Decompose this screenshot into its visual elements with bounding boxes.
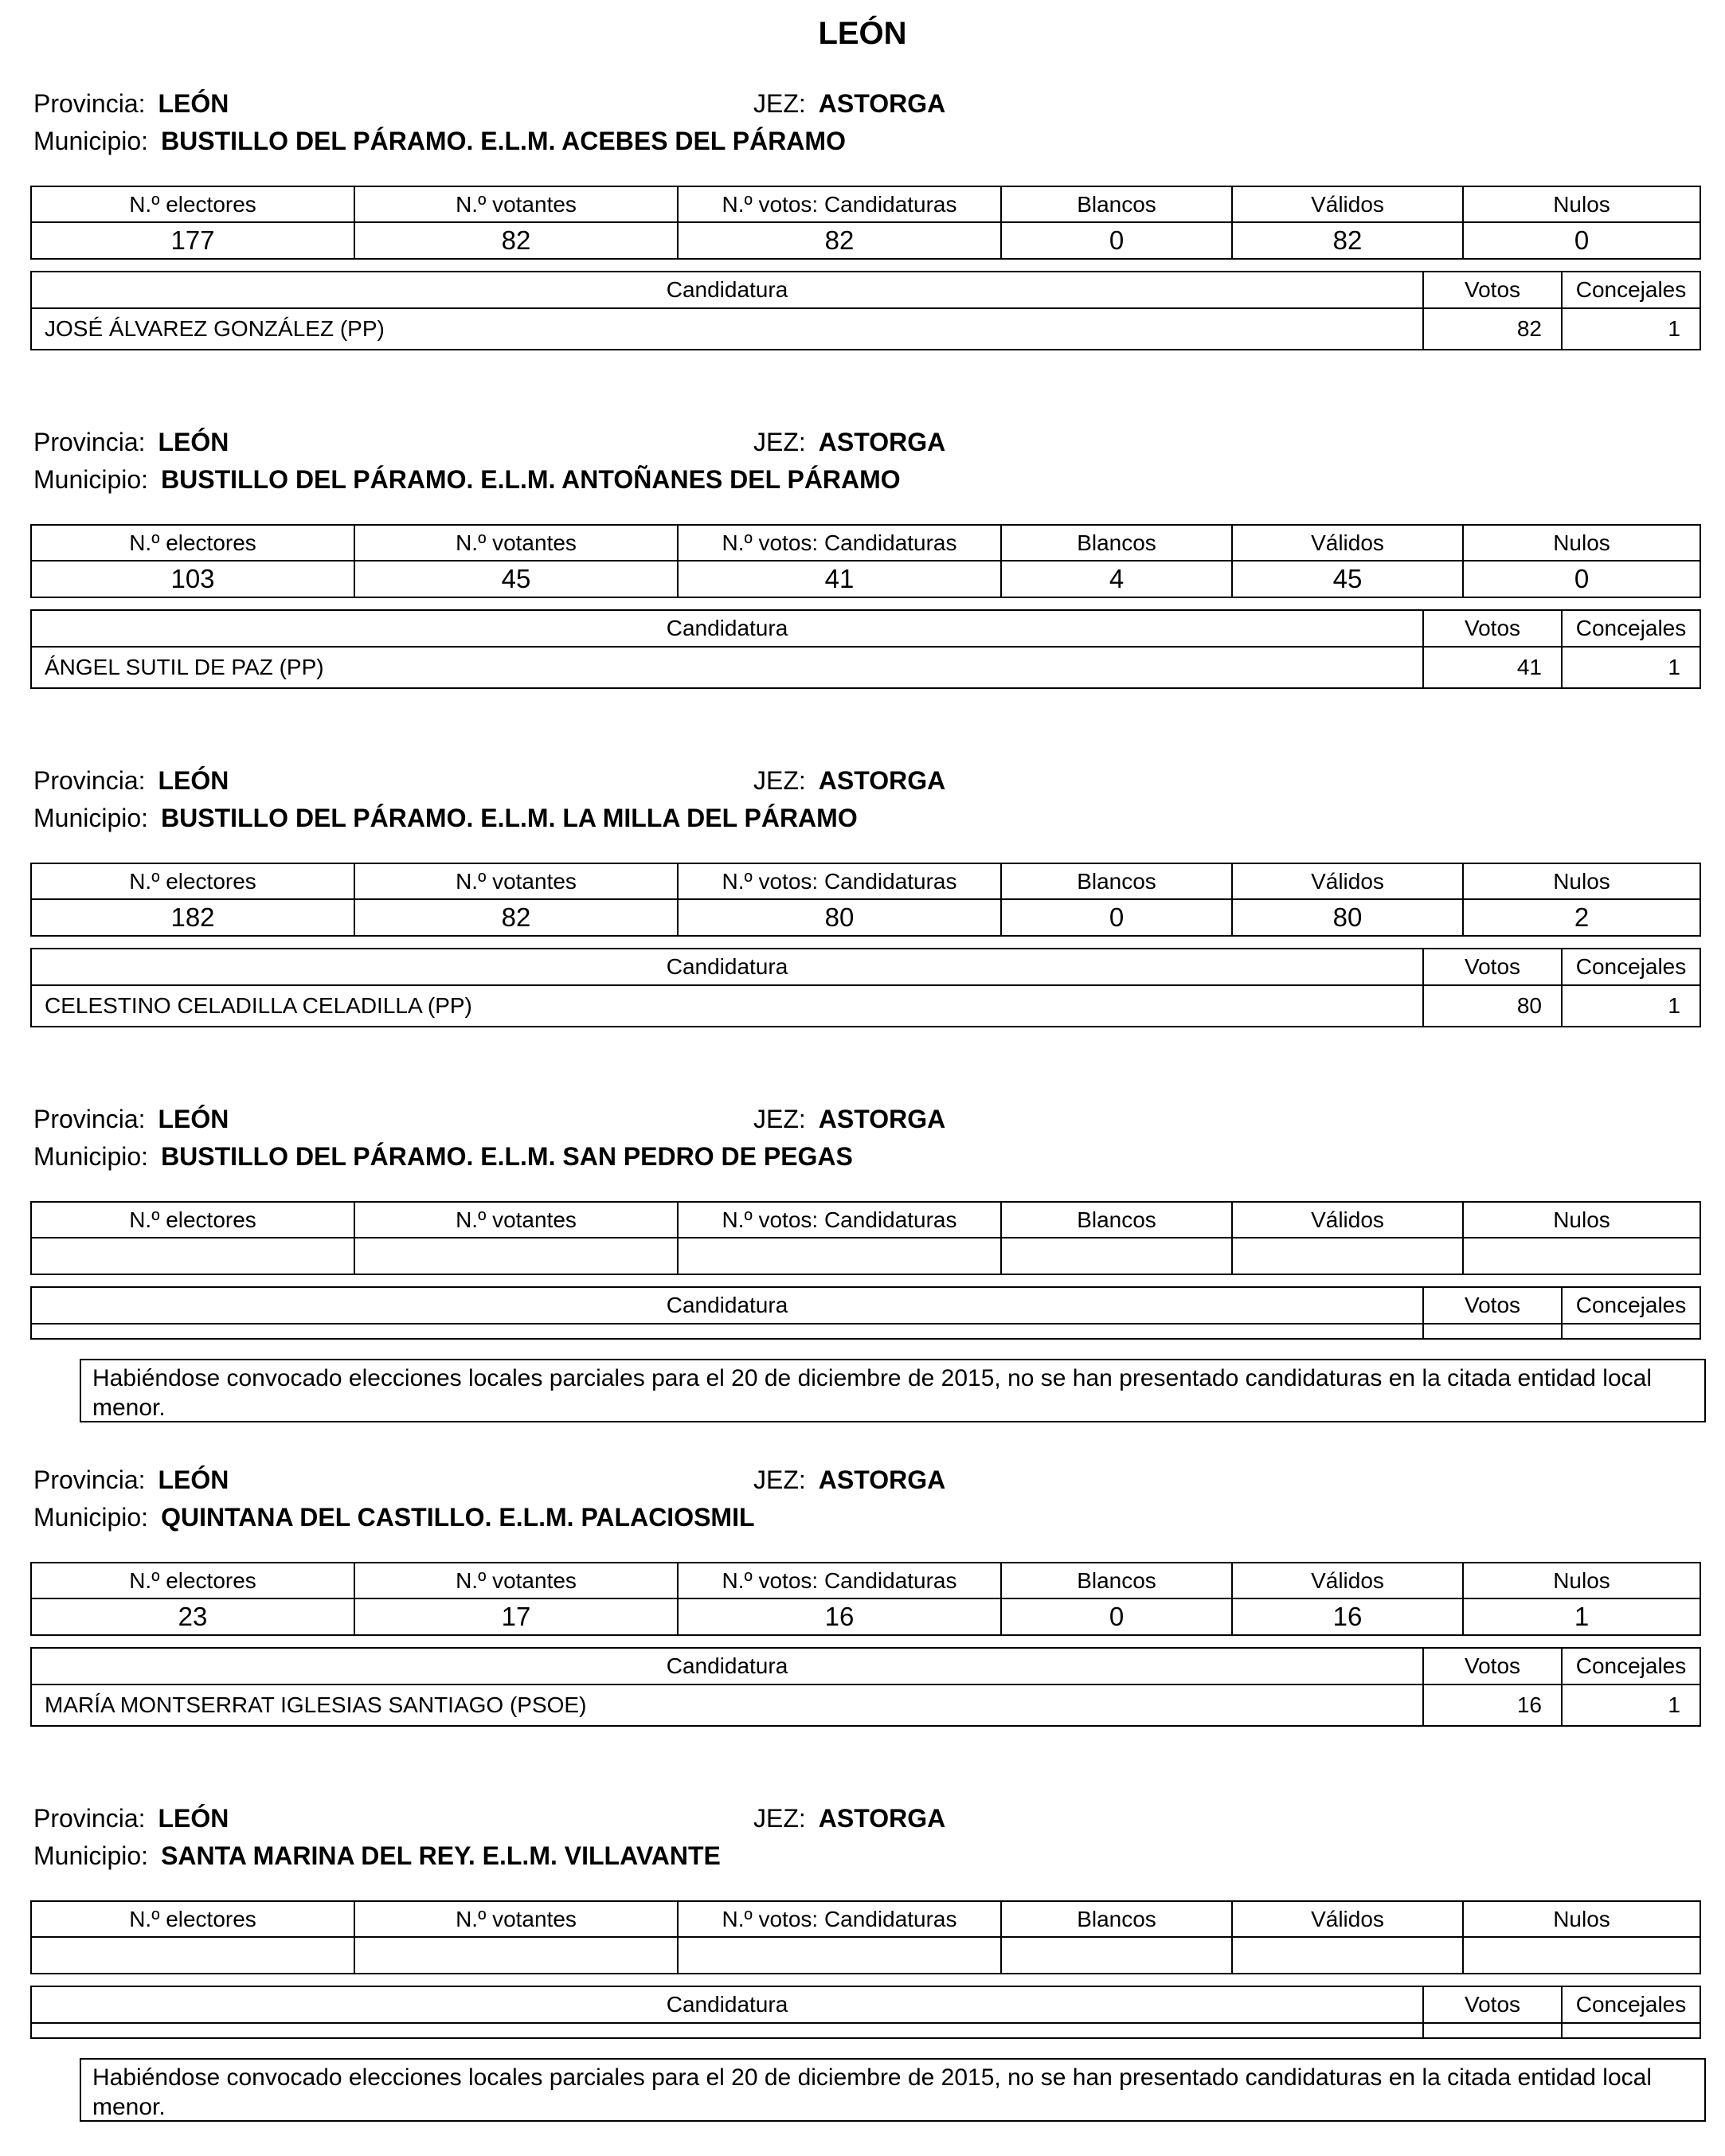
municipio-value: QUINTANA DEL CASTILLO. E.L.M. PALACIOSMIL bbox=[161, 1503, 755, 1532]
jez-label: JEZ: bbox=[753, 1804, 806, 1833]
stats-value-blancos: 0 bbox=[1001, 899, 1232, 936]
candidates-table bbox=[30, 1647, 1701, 1727]
stats-header-blancos: Blancos bbox=[1001, 186, 1232, 222]
stats-table bbox=[30, 1562, 1701, 1636]
candidate-row bbox=[31, 985, 1700, 1027]
jez-value: ASTORGA bbox=[818, 766, 946, 795]
stats-value-votantes bbox=[354, 1937, 678, 1974]
empty-cell bbox=[31, 1324, 1423, 1339]
stats-header-votos-candidaturas: N.º votos: Candidaturas bbox=[678, 525, 1001, 561]
stats-header-votos-candidaturas: N.º votos: Candidaturas bbox=[678, 1563, 1001, 1598]
candidatura-header: Candidatura bbox=[31, 610, 1423, 647]
provincia-label: Provincia: bbox=[33, 428, 146, 456]
jez-value: ASTORGA bbox=[818, 1804, 946, 1833]
jez-value: ASTORGA bbox=[818, 428, 946, 456]
stats-value-blancos: 0 bbox=[1001, 222, 1232, 259]
stats-header-votantes: N.º votantes bbox=[354, 186, 678, 222]
candidate-votos: 16 bbox=[1423, 1684, 1562, 1726]
candidate-name: MARÍA MONTSERRAT IGLESIAS SANTIAGO (PSOE) bbox=[31, 1684, 1423, 1726]
stats-value-votos-candidaturas bbox=[678, 1937, 1001, 1974]
stats-header-validos: Válidos bbox=[1232, 525, 1463, 561]
provincia-line bbox=[33, 1103, 229, 1135]
stats-table bbox=[30, 863, 1701, 937]
municipio-value: BUSTILLO DEL PÁRAMO. E.L.M. SAN PEDRO DE PEGAS bbox=[161, 1142, 853, 1171]
stats-header-electores: N.º electores bbox=[31, 1202, 354, 1238]
stats-header-nulos: Nulos bbox=[1463, 186, 1700, 222]
municipio-label: Municipio: bbox=[33, 127, 149, 155]
candidates-table bbox=[30, 609, 1701, 689]
stats-value-blancos: 0 bbox=[1001, 1598, 1232, 1635]
stats-table bbox=[30, 186, 1701, 260]
stats-value-nulos: 2 bbox=[1463, 899, 1700, 936]
municipio-value: BUSTILLO DEL PÁRAMO. E.L.M. ACEBES DEL PÁRAMO bbox=[161, 127, 846, 155]
candidates-header-row bbox=[31, 610, 1700, 647]
municipio-value: BUSTILLO DEL PÁRAMO. E.L.M. LA MILLA DEL PÁRAMO bbox=[161, 804, 858, 832]
empty-cell bbox=[1423, 2023, 1562, 2038]
jez-label: JEZ: bbox=[753, 428, 806, 456]
provincia-label: Provincia: bbox=[33, 766, 146, 795]
stats-header-row bbox=[31, 1202, 1700, 1238]
stats-value-votantes: 17 bbox=[354, 1598, 678, 1635]
stats-header-votantes: N.º votantes bbox=[354, 525, 678, 561]
stats-header-votantes: N.º votantes bbox=[354, 863, 678, 899]
provincia-value: LEÓN bbox=[158, 1804, 229, 1833]
votos-header: Votos bbox=[1423, 1648, 1562, 1684]
stats-header-validos: Válidos bbox=[1232, 1563, 1463, 1598]
stats-header-electores: N.º electores bbox=[31, 186, 354, 222]
no-candidates-note: Habiéndose convocado elecciones locales parciales para el 20 de diciembre de 2015, no se han presentado candidaturas en la citada entidad local menor. bbox=[80, 1359, 1706, 1422]
stats-value-electores bbox=[31, 1238, 354, 1274]
candidates-table bbox=[30, 1986, 1701, 2039]
stats-header-nulos: Nulos bbox=[1463, 863, 1700, 899]
jez-label: JEZ: bbox=[753, 89, 806, 118]
jez-label: JEZ: bbox=[753, 1465, 806, 1494]
provincia-label: Provincia: bbox=[33, 1105, 146, 1133]
candidate-concejales: 1 bbox=[1562, 985, 1700, 1027]
provincia-value: LEÓN bbox=[158, 766, 229, 795]
votos-header: Votos bbox=[1423, 1986, 1562, 2023]
concejales-header: Concejales bbox=[1562, 1648, 1700, 1684]
votos-header: Votos bbox=[1423, 610, 1562, 647]
stats-header-nulos: Nulos bbox=[1463, 1202, 1700, 1238]
stats-header-blancos: Blancos bbox=[1001, 1901, 1232, 1937]
provincia-line bbox=[33, 426, 229, 458]
empty-cell bbox=[31, 2023, 1423, 2038]
concejales-header: Concejales bbox=[1562, 272, 1700, 308]
candidate-name: CELESTINO CELADILLA CELADILLA (PP) bbox=[31, 985, 1423, 1027]
provincia-line bbox=[33, 765, 229, 796]
stats-header-validos: Válidos bbox=[1232, 186, 1463, 222]
stats-value-electores: 23 bbox=[31, 1598, 354, 1635]
stats-header-validos: Válidos bbox=[1232, 1202, 1463, 1238]
concejales-header: Concejales bbox=[1562, 610, 1700, 647]
candidate-votos: 82 bbox=[1423, 308, 1562, 350]
stats-header-row bbox=[31, 525, 1700, 561]
stats-value-row bbox=[31, 1238, 1700, 1274]
stats-value-row bbox=[31, 561, 1700, 597]
stats-header-electores: N.º electores bbox=[31, 525, 354, 561]
jez-line bbox=[753, 88, 945, 119]
jez-line bbox=[753, 1103, 945, 1135]
stats-value-row bbox=[31, 1937, 1700, 1974]
stats-value-votos-candidaturas: 82 bbox=[678, 222, 1001, 259]
stats-table bbox=[30, 1201, 1701, 1275]
stats-value-blancos bbox=[1001, 1937, 1232, 1974]
candidatura-header: Candidatura bbox=[31, 1287, 1423, 1324]
municipio-line bbox=[33, 464, 901, 495]
stats-header-nulos: Nulos bbox=[1463, 1901, 1700, 1937]
stats-value-votos-candidaturas: 16 bbox=[678, 1598, 1001, 1635]
concejales-header: Concejales bbox=[1562, 1287, 1700, 1324]
candidates-table bbox=[30, 948, 1701, 1027]
municipio-line bbox=[33, 1840, 721, 1872]
provincia-line bbox=[33, 88, 229, 119]
stats-header-row bbox=[31, 186, 1700, 222]
stats-value-votantes: 82 bbox=[354, 899, 678, 936]
stats-header-row bbox=[31, 1563, 1700, 1598]
candidatura-header: Candidatura bbox=[31, 949, 1423, 985]
jez-value: ASTORGA bbox=[818, 89, 946, 118]
municipio-line bbox=[33, 802, 858, 834]
provincia-line bbox=[33, 1464, 229, 1496]
stats-header-nulos: Nulos bbox=[1463, 1563, 1700, 1598]
stats-header-row bbox=[31, 1901, 1700, 1937]
stats-header-electores: N.º electores bbox=[31, 1563, 354, 1598]
candidate-concejales: 1 bbox=[1562, 308, 1700, 350]
provincia-value: LEÓN bbox=[158, 1465, 229, 1494]
stats-value-nulos: 1 bbox=[1463, 1598, 1700, 1635]
jez-line bbox=[753, 426, 945, 458]
stats-header-blancos: Blancos bbox=[1001, 1202, 1232, 1238]
stats-header-votos-candidaturas: N.º votos: Candidaturas bbox=[678, 1202, 1001, 1238]
votos-header: Votos bbox=[1423, 949, 1562, 985]
municipio-line bbox=[33, 1501, 755, 1533]
provincia-label: Provincia: bbox=[33, 1804, 146, 1833]
stats-value-row bbox=[31, 1598, 1700, 1635]
no-candidates-note: Habiéndose convocado elecciones locales parciales para el 20 de diciembre de 2015, no se han presentado candidaturas en la citada entidad local menor. bbox=[80, 2058, 1706, 2122]
stats-header-blancos: Blancos bbox=[1001, 525, 1232, 561]
candidates-header-row bbox=[31, 949, 1700, 985]
candidates-table bbox=[30, 271, 1701, 350]
municipio-value: BUSTILLO DEL PÁRAMO. E.L.M. ANTOÑANES DEL PÁRAMO bbox=[161, 465, 901, 494]
candidate-concejales: 1 bbox=[1562, 1684, 1700, 1726]
stats-header-validos: Válidos bbox=[1232, 863, 1463, 899]
stats-value-votos-candidaturas: 80 bbox=[678, 899, 1001, 936]
stats-value-validos bbox=[1232, 1238, 1463, 1274]
empty-cell bbox=[1423, 1324, 1562, 1339]
votos-header: Votos bbox=[1423, 272, 1562, 308]
municipio-label: Municipio: bbox=[33, 1841, 149, 1870]
empty-cell bbox=[1562, 1324, 1700, 1339]
stats-table bbox=[30, 524, 1701, 598]
stats-value-electores: 103 bbox=[31, 561, 354, 597]
candidate-votos: 80 bbox=[1423, 985, 1562, 1027]
stats-value-validos: 45 bbox=[1232, 561, 1463, 597]
stats-value-electores bbox=[31, 1937, 354, 1974]
municipio-line bbox=[33, 125, 846, 157]
jez-value: ASTORGA bbox=[818, 1465, 946, 1494]
candidate-concejales: 1 bbox=[1562, 647, 1700, 688]
stats-header-validos: Válidos bbox=[1232, 1901, 1463, 1937]
stats-header-blancos: Blancos bbox=[1001, 1563, 1232, 1598]
municipio-label: Municipio: bbox=[33, 1503, 149, 1532]
stats-value-validos: 16 bbox=[1232, 1598, 1463, 1635]
concejales-header: Concejales bbox=[1562, 949, 1700, 985]
concejales-header: Concejales bbox=[1562, 1986, 1700, 2023]
candidates-header-row bbox=[31, 1648, 1700, 1684]
stats-value-validos: 80 bbox=[1232, 899, 1463, 936]
stats-value-row bbox=[31, 222, 1700, 259]
candidate-row-empty bbox=[31, 1324, 1700, 1339]
stats-header-electores: N.º electores bbox=[31, 1901, 354, 1937]
candidate-row-empty bbox=[31, 2023, 1700, 2038]
candidatura-header: Candidatura bbox=[31, 272, 1423, 308]
stats-value-nulos bbox=[1463, 1937, 1700, 1974]
municipio-value: SANTA MARINA DEL REY. E.L.M. VILLAVANTE bbox=[161, 1841, 721, 1870]
stats-table bbox=[30, 1900, 1701, 1974]
votos-header: Votos bbox=[1423, 1287, 1562, 1324]
stats-value-votantes: 45 bbox=[354, 561, 678, 597]
provincia-label: Provincia: bbox=[33, 89, 146, 118]
stats-header-nulos: Nulos bbox=[1463, 525, 1700, 561]
candidate-name: ÁNGEL SUTIL DE PAZ (PP) bbox=[31, 647, 1423, 688]
jez-line bbox=[753, 765, 945, 796]
stats-value-nulos bbox=[1463, 1238, 1700, 1274]
provincia-value: LEÓN bbox=[158, 1105, 229, 1133]
candidatura-header: Candidatura bbox=[31, 1648, 1423, 1684]
municipio-line bbox=[33, 1141, 853, 1172]
stats-value-blancos bbox=[1001, 1238, 1232, 1274]
candidates-table bbox=[30, 1286, 1701, 1340]
stats-value-votantes bbox=[354, 1238, 678, 1274]
municipio-label: Municipio: bbox=[33, 1142, 149, 1171]
jez-value: ASTORGA bbox=[818, 1105, 946, 1133]
candidates-header-row bbox=[31, 272, 1700, 308]
candidate-name: JOSÉ ÁLVAREZ GONZÁLEZ (PP) bbox=[31, 308, 1423, 350]
stats-header-votos-candidaturas: N.º votos: Candidaturas bbox=[678, 186, 1001, 222]
candidate-votos: 41 bbox=[1423, 647, 1562, 688]
candidate-row bbox=[31, 647, 1700, 688]
stats-header-electores: N.º electores bbox=[31, 863, 354, 899]
municipio-label: Municipio: bbox=[33, 804, 149, 832]
stats-header-votantes: N.º votantes bbox=[354, 1901, 678, 1937]
stats-value-validos bbox=[1232, 1937, 1463, 1974]
jez-line bbox=[753, 1802, 945, 1834]
stats-value-row bbox=[31, 899, 1700, 936]
stats-value-nulos: 0 bbox=[1463, 222, 1700, 259]
jez-label: JEZ: bbox=[753, 1105, 806, 1133]
candidatura-header: Candidatura bbox=[31, 1986, 1423, 2023]
candidates-header-row bbox=[31, 1287, 1700, 1324]
provincia-value: LEÓN bbox=[158, 89, 229, 118]
stats-header-votantes: N.º votantes bbox=[354, 1563, 678, 1598]
stats-value-votantes: 82 bbox=[354, 222, 678, 259]
candidate-row bbox=[31, 1684, 1700, 1726]
candidates-header-row bbox=[31, 1986, 1700, 2023]
page-title: LEÓN bbox=[818, 16, 907, 51]
empty-cell bbox=[1562, 2023, 1700, 2038]
stats-value-blancos: 4 bbox=[1001, 561, 1232, 597]
stats-value-electores: 177 bbox=[31, 222, 354, 259]
provincia-line bbox=[33, 1802, 229, 1834]
stats-value-validos: 82 bbox=[1232, 222, 1463, 259]
provincia-value: LEÓN bbox=[158, 428, 229, 456]
stats-header-blancos: Blancos bbox=[1001, 863, 1232, 899]
stats-value-votos-candidaturas: 41 bbox=[678, 561, 1001, 597]
stats-value-nulos: 0 bbox=[1463, 561, 1700, 597]
jez-line bbox=[753, 1464, 945, 1496]
stats-header-row bbox=[31, 863, 1700, 899]
municipio-label: Municipio: bbox=[33, 465, 149, 494]
stats-header-votos-candidaturas: N.º votos: Candidaturas bbox=[678, 863, 1001, 899]
candidate-row bbox=[31, 308, 1700, 350]
jez-label: JEZ: bbox=[753, 766, 806, 795]
stats-value-votos-candidaturas bbox=[678, 1238, 1001, 1274]
provincia-label: Provincia: bbox=[33, 1465, 146, 1494]
stats-header-votantes: N.º votantes bbox=[354, 1202, 678, 1238]
stats-header-votos-candidaturas: N.º votos: Candidaturas bbox=[678, 1901, 1001, 1937]
stats-value-electores: 182 bbox=[31, 899, 354, 936]
